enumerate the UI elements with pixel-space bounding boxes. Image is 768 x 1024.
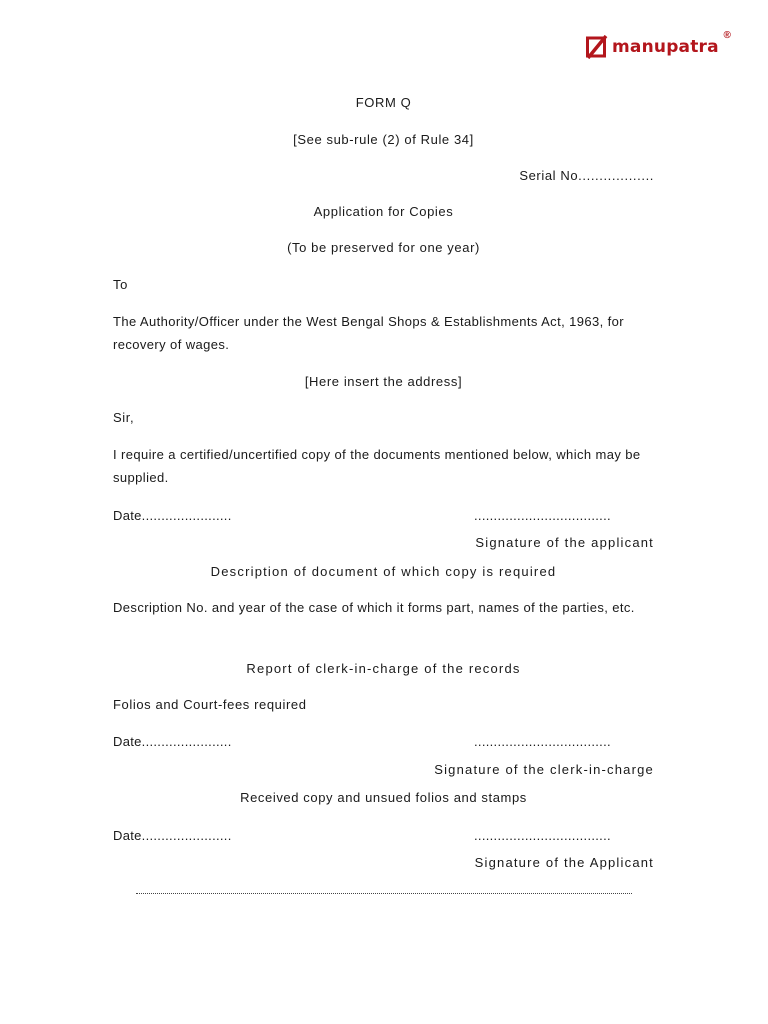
date-field-3: Date....................... xyxy=(113,828,232,843)
signature-applicant-label-1: Signature of the applicant xyxy=(475,535,654,550)
form-title: FORM Q xyxy=(355,95,412,110)
bottom-dotted-rule xyxy=(136,893,632,894)
form-heading: Application for Copies xyxy=(313,204,454,219)
address-note: [Here insert the address] xyxy=(304,374,463,389)
addressee-to: To xyxy=(113,277,128,292)
serial-number: Serial No.................. xyxy=(519,168,654,183)
description-paragraph: Description No. and year of the case of which it forms part, names of the parties, etc. xyxy=(113,600,635,615)
rule-reference: [See sub-rule (2) of Rule 34] xyxy=(293,132,474,147)
salutation: Sir, xyxy=(113,410,135,425)
request-paragraph: I require a certified/uncertified copy of the documents mentioned below, which may be supplied. xyxy=(113,447,641,485)
signature-line-2: ................................... xyxy=(474,734,611,749)
brand-name: manupatra xyxy=(612,37,719,57)
folios-label: Folios and Court-fees required xyxy=(113,697,307,712)
signature-clerk-label: Signature of the clerk-in-charge xyxy=(434,762,654,777)
date-field-1: Date....................... xyxy=(113,508,232,523)
received-heading: Received copy and unsued folios and stamps xyxy=(240,790,527,805)
signature-line-3: ................................... xyxy=(474,828,611,843)
authority-paragraph: The Authority/Officer under the West Bengal Shops & Establishments Act, 1963, for recovery of wages. xyxy=(113,314,625,352)
signature-line-1: ................................... xyxy=(474,508,611,523)
registered-mark: ® xyxy=(723,30,731,41)
signature-applicant-label-2: Signature of the Applicant xyxy=(474,855,654,870)
description-heading: Description of document of which copy is required xyxy=(210,564,557,579)
report-heading: Report of clerk-in-charge of the records xyxy=(246,661,521,676)
brand-logo xyxy=(586,30,731,62)
preserve-note: (To be preserved for one year) xyxy=(287,240,480,255)
date-field-2: Date....................... xyxy=(113,734,232,749)
manupatra-logo-icon xyxy=(586,35,608,59)
